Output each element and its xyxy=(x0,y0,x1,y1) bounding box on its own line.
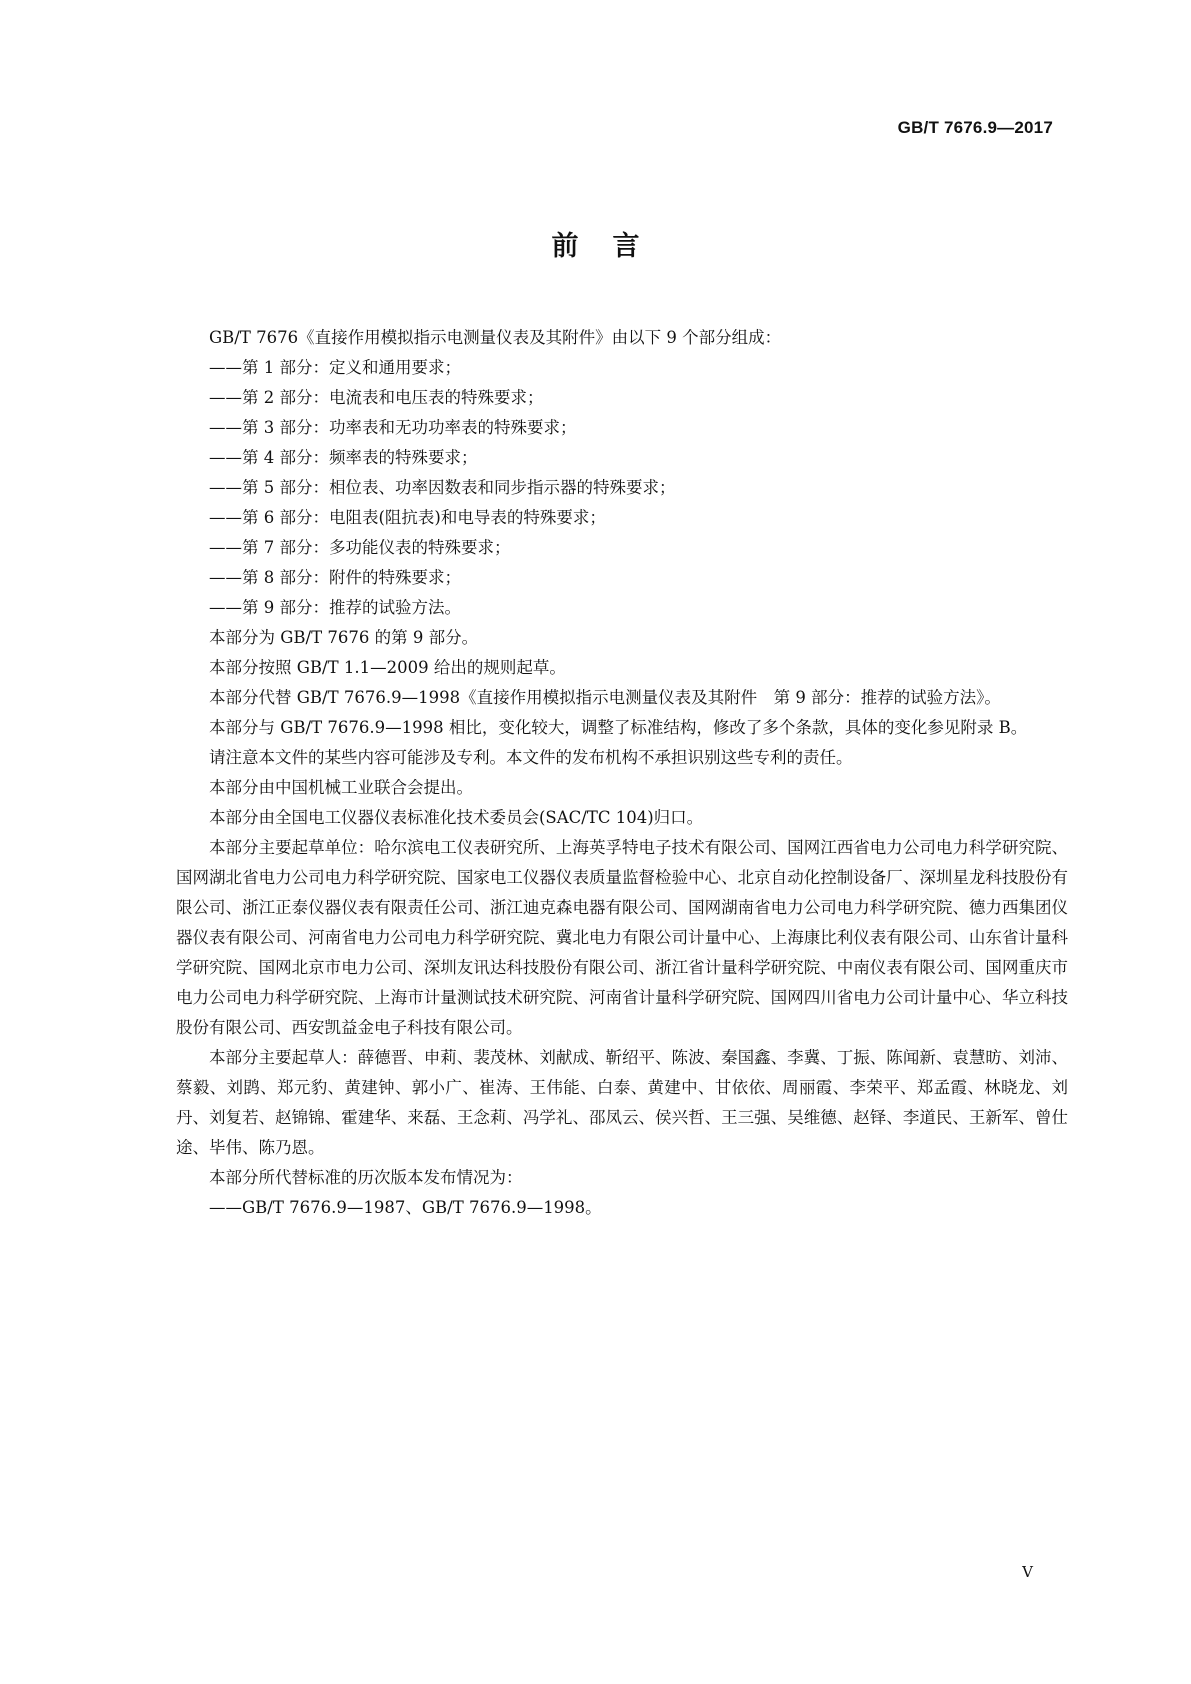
list-item: ——GB/T 7676.9—1987、GB/T 7676.9—1998。 xyxy=(209,1198,602,1217)
list-item: ——第 9 部分：推荐的试验方法。 xyxy=(209,598,461,617)
list-item: ——第 7 部分：多功能仪表的特殊要求； xyxy=(209,538,511,557)
list-item: ——第 6 部分：电阻表(阻抗表)和电导表的特殊要求； xyxy=(209,508,606,527)
paragraph: 本部分由全国电工仪器仪表标准化技术委员会(SAC/TC 104)归口。 xyxy=(209,808,704,827)
paragraph: 本部分所代替标准的历次版本发布情况为： xyxy=(209,1168,523,1187)
foreword-body xyxy=(176,323,1068,1223)
paragraph: 本部分代替 GB/T 7676.9—1998《直接作用模拟指示电测量仪表及其附件 第 9 部分：推荐的试验方法》。 xyxy=(209,688,1001,707)
document-code: GB/T 7676.9—2017 xyxy=(897,118,1053,137)
list-item: ——第 5 部分：相位表、功率因数表和同步指示器的特殊要求； xyxy=(209,478,676,497)
list-item: ——第 4 部分：频率表的特殊要求； xyxy=(209,448,478,467)
paragraph: 请注意本文件的某些内容可能涉及专利。本文件的发布机构不承担识别这些专利的责任。 xyxy=(209,748,853,767)
paragraph: 本部分由中国机械工业联合会提出。 xyxy=(209,778,473,797)
drafting-units-paragraph: 本部分主要起草单位：哈尔滨电工仪表研究所、上海英孚特电子技术有限公司、国网江西省电力公司电力科学研究院、国网湖北省电力公司电力科学研究院、国家电工仪器仪表质量监督检验中心、北京自动化控制设备厂、深圳星龙科技股份有限公司、浙江正泰仪器仪表有限责任公司、浙江迪克森电器有限公司、国网湖南省电力公司电力科学研究院、德力西集团仪器仪表有限公司、河南省电力公司电力科学研究院、冀北电力有限公司计量中心、上海康比利仪表有限公司、山东省计量科学研究院、国网北京市电力公司、深圳友讯达科技股份有限公司、浙江省计量科学研究院、中南仪表有限公司、国网重庆市电力公司电力科学研究院、上海市计量测试技术研究院、河南省计量科学研究院、国网四川省电力公司计量中心、华立科技股份有限公司、西安凯益金电子科技有限公司。 xyxy=(176,838,1068,1037)
list-item: ——第 1 部分：定义和通用要求； xyxy=(209,358,461,377)
list-item: ——第 8 部分：附件的特殊要求； xyxy=(209,568,461,587)
page-number: V xyxy=(1022,1563,1033,1581)
paragraph: GB/T 7676《直接作用模拟指示电测量仪表及其附件》由以下 9 个部分组成： xyxy=(209,328,782,347)
paragraph: 本部分按照 GB/T 1.1—2009 给出的规则起草。 xyxy=(209,658,566,677)
page-title: 前言 xyxy=(551,231,674,262)
list-item: ——第 3 部分：功率表和无功功率表的特殊要求； xyxy=(209,418,577,437)
paragraph: 本部分为 GB/T 7676 的第 9 部分。 xyxy=(209,628,479,647)
drafters-paragraph: 本部分主要起草人：薛德晋、申莉、裴茂林、刘献成、靳绍平、陈波、秦国鑫、李冀、丁振、陈闻新、袁慧昉、刘沛、蔡毅、刘鹍、郑元豹、黄建钟、郭小广、崔涛、王伟能、白泰、黄建中、甘依依、周丽霞、李荣平、郑孟霞、林晓龙、刘丹、刘复若、赵锦锦、霍建华、来磊、王念莉、冯学礼、邵凤云、侯兴哲、王三强、吴维德、赵铎、李道民、王新军、曾仕途、毕伟、陈乃恩。 xyxy=(176,1048,1068,1157)
list-item: ——第 2 部分：电流表和电压表的特殊要求； xyxy=(209,388,544,407)
paragraph: 本部分与 GB/T 7676.9—1998 相比，变化较大，调整了标准结构，修改了多个条款，具体的变化参见附录 B。 xyxy=(209,718,1028,737)
